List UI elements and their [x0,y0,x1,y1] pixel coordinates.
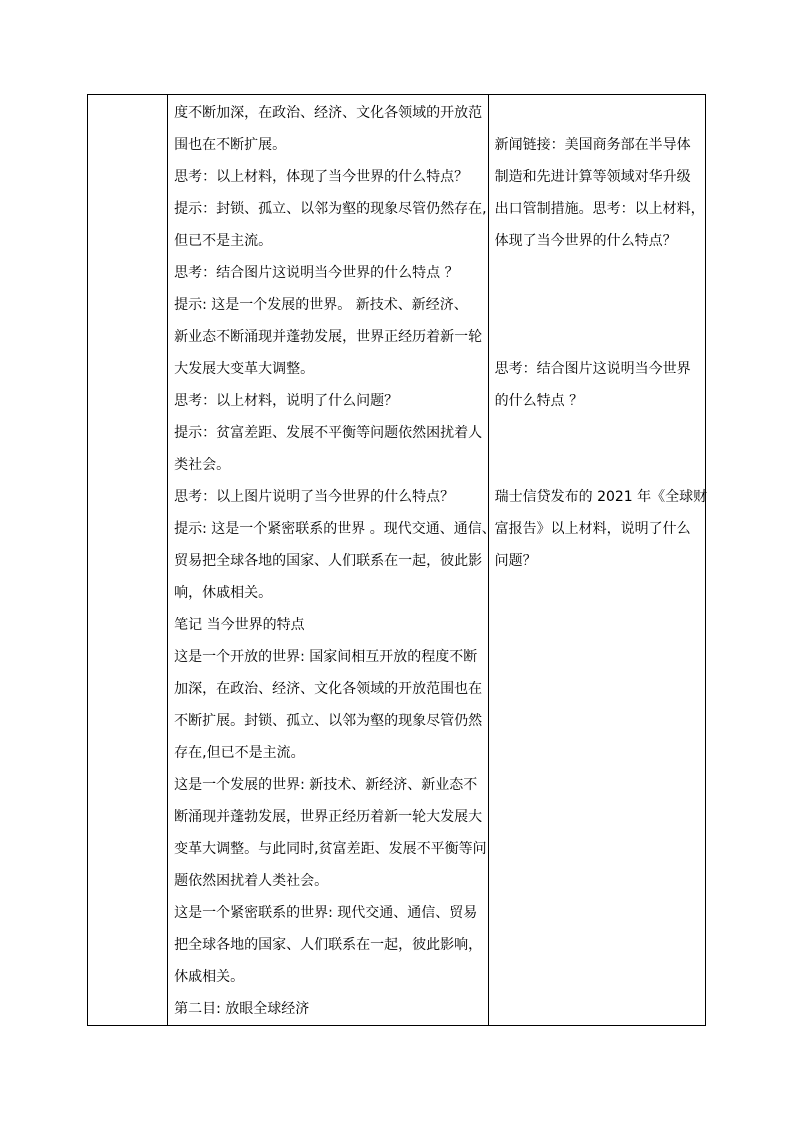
content-line: 提示: 这是一个紧密联系的世界 。现代交通、通信、 [174,521,496,537]
content-cell [168,95,496,1026]
content-line: 存在,但已不是主流。 [174,745,305,761]
section-heading: 第二目: 放眼全球经济 [174,1001,310,1017]
content-line: 围也在不断扩展。 [174,137,287,153]
content-line: 思考：以上图片说明了当今世界的什么特点？ [174,489,455,505]
content-line: 提示: 这是一个发展的世界。 新技术、新经济、 [174,297,468,313]
table-row [88,95,706,1026]
content-line: 思考：结合图片这说明当今世界的什么特点 ？ [174,265,459,281]
content-line: 休戚相关。 [174,969,245,985]
spacer [495,321,701,353]
notes-heading: 笔记 当今世界的特点 [174,617,305,633]
spacer [495,449,701,481]
content-line: 题依然困扰着人类社会。 [174,873,329,889]
spacer [495,417,701,449]
report-line: 瑞士信贷发布的 2021 年《全球财 [494,489,708,505]
content-line: 贸易把全球各地的国家、人们联系在一起，彼此影 [174,553,483,569]
news-link-line: 制造和先进计算等领域对华升级 [494,169,691,185]
content-line: 把全球各地的国家、人们联系在一起，彼此影响， [174,937,483,953]
content-line: 断涌现并蓬勃发展，世界正经历着新一轮大发展大 [174,809,483,825]
news-link-line: 出口管制措施。思考：以上材料， [494,201,705,217]
content-line: 响，休戚相关。 [174,585,273,601]
content-line: 思考：以上材料，说明了什么问题？ [174,393,399,409]
question-line: 思考：结合图片这说明当今世界 [494,361,691,377]
news-link-line: 新闻链接：美国商务部在半导体 [494,137,691,153]
content-line: 这是一个紧密联系的世界: 现代交通、通信、贸易 [174,905,478,921]
content-line: 大发展大变革大调整。 [174,361,315,377]
left-empty-cell [88,95,168,1026]
content-line: 思考：以上材料，体现了当今世界的什么特点？ [174,169,469,185]
content-line: 度不断加深，在政治、经济、文化各领域的开放范 [174,105,483,121]
spacer [495,289,701,321]
question-line: 的什么特点 ？ [494,393,584,409]
spacer [495,97,701,129]
content-line: 但已不是主流。 [174,233,273,249]
content-line: 不断扩展。封锁、孤立、以邻为壑的现象尽管仍然 [174,713,483,729]
content-line: 加深，在政治、经济、文化各领域的开放范围也在 [174,681,483,697]
content-line: 类社会。 [174,457,231,473]
lesson-table [87,94,706,1026]
content-line: 这是一个开放的世界: 国家间相互开放的程度不断 [174,649,478,665]
spacer [495,257,701,289]
content-line: 新业态不断涌现并蓬勃发展，世界正经历着新一轮 [174,329,483,345]
notes-cell [488,95,708,1026]
news-link-line: 体现了当今世界的什么特点？ [494,233,677,249]
content-line: 变革大调整。与此同时,贫富差距、发展不平衡等问 [174,841,487,857]
content-line: 提示：贫富差距、发展不平衡等问题依然困扰着人 [174,425,483,441]
content-line: 这是一个发展的世界: 新技术、新经济、新业态不 [174,777,478,793]
content-line: 提示：封锁、孤立、以邻为壑的现象尽管仍然存在, [174,201,487,217]
report-line: 富报告》以上材料，说明了什么 [494,521,691,537]
report-line: 问题？ [494,553,537,569]
